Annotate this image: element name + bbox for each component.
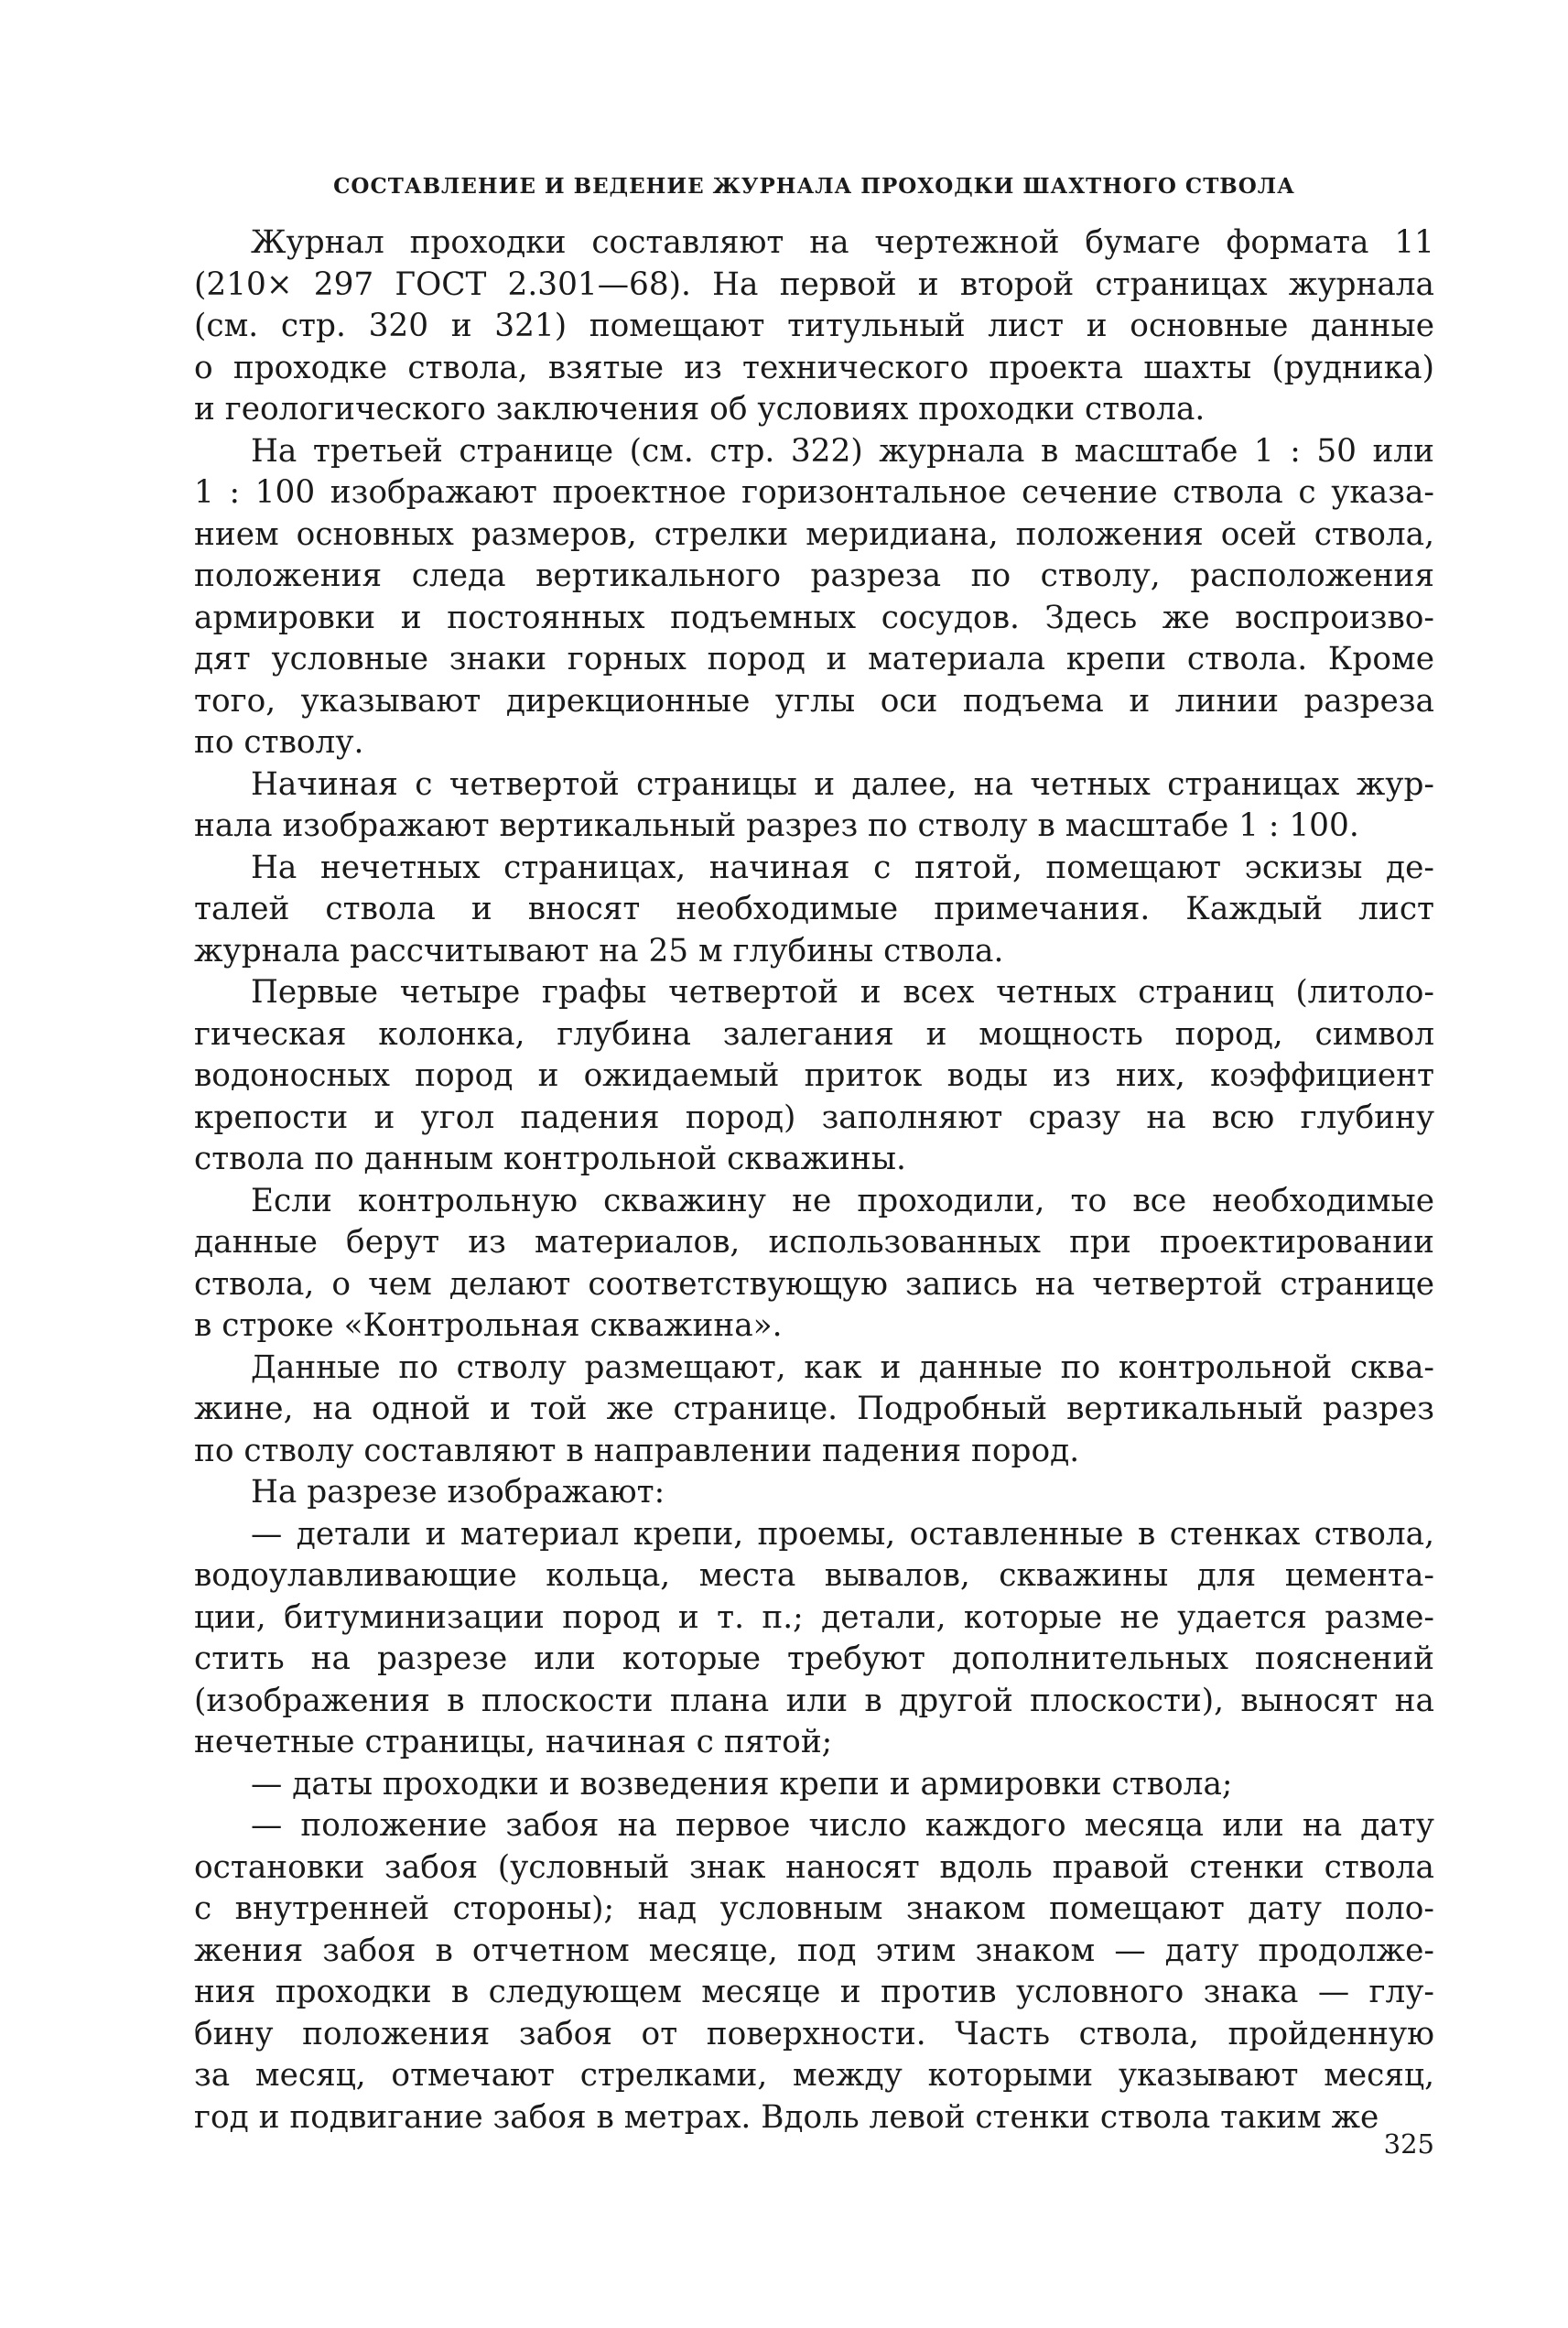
text-line: (см. стр. 320 и 321) помещают титульный лист и основные данные [194, 308, 1434, 344]
text-line: и геологического заключения об условиях проходки ствола. [194, 391, 1206, 428]
text-line: На разрезе изображают: [251, 1474, 665, 1510]
text-line: жине, на одной и той же странице. Подробный вертикальный разрез [194, 1391, 1434, 1427]
page-number: 325 [1383, 2128, 1434, 2160]
text-line: Начиная с четвертой страницы и далее, на четных страницах жур- [251, 765, 1434, 803]
text-line: армировки и постоянных подъемных сосудов. Здесь же воспроизво- [194, 599, 1434, 636]
text-line: с внутренней стороны); над условным знаком помещают дату поло- [194, 1890, 1434, 1927]
text-line: нием основных размеров, стрелки меридиана, положения осей ствола, [194, 515, 1434, 553]
body-text [194, 222, 1434, 2139]
text-line: по стволу. [194, 724, 364, 761]
text-line: за месяц, отмечают стрелками, между которыми указывают месяц, [194, 2057, 1434, 2094]
paragraph [194, 1472, 1434, 1514]
section-heading: СОСТАВЛЕНИЕ И ВЕДЕНИЕ ЖУРНАЛА ПРОХОДКИ ШАХТНОГО СТВОЛА [333, 174, 1295, 199]
text-line: стить на разрезе или которые требуют дополнительных пояснений [194, 1640, 1434, 1677]
text-line: На нечетных страницах, начиная с пятой, помещают эскизы де- [251, 849, 1434, 886]
text-line: (210× 297 ГОСТ 2.301—68). На первой и второй страницах журнала [194, 265, 1434, 303]
page-content [194, 174, 1434, 2139]
text-line: Если контрольную скважину не проходили, то все необходимые [251, 1182, 1434, 1219]
text-line: гическая колонка, глубина залегания и мощность пород, символ [194, 1015, 1434, 1053]
text-line: год и подвигание забоя в метрах. Вдоль левой стенки ствола таким же [194, 2098, 1379, 2136]
paragraph [194, 848, 1434, 973]
text-line: в строке «Контрольная скважина». [194, 1307, 783, 1344]
paragraph [194, 764, 1434, 848]
text-line: На третьей странице (см. стр. 322) журнала в масштабе 1 : 50 или [251, 432, 1434, 470]
paragraph [194, 1514, 1434, 1764]
text-line: ния проходки в следующем месяце и против условного знака — глу- [194, 1974, 1434, 2010]
text-line: Журнал проходки составляют на чертежной бумаге формата 11 [251, 224, 1434, 261]
text-line: водоносных пород и ожидаемый приток воды из них, коэффициент [194, 1057, 1434, 1094]
text-line: положения следа вертикального разреза по стволу, расположения [194, 558, 1434, 594]
text-line: крепости и угол падения пород) заполняют сразу на всю глубину [194, 1099, 1434, 1136]
text-line: бину положения забоя от поверхности. Часть ствола, пройденную [194, 2015, 1434, 2052]
text-line: данные берут из материалов, использованных при проектировании [194, 1224, 1434, 1261]
text-line: ствола по данным контрольной скважины. [194, 1141, 906, 1177]
text-line: (изображения в плоскости плана или в другой плоскости), выносят на [194, 1682, 1434, 1719]
text-line: о проходке ствола, взятые из технического проекта шахты (рудника) [194, 349, 1434, 386]
text-line: Данные по стволу размещают, как и данные по контрольной сква- [251, 1348, 1434, 1386]
text-line: — детали и материал крепи, проемы, оставленные в стенках ствола, [251, 1515, 1434, 1553]
text-line: Первые четыре графы четвертой и всех четных страниц (литоло- [251, 974, 1434, 1011]
paragraph [194, 1764, 1434, 1806]
text-line: водоулавливающие кольца, места вывалов, скважины для цемента- [194, 1557, 1434, 1594]
text-line: талей ствола и вносят необходимые примечания. Каждый лист [194, 891, 1434, 927]
paragraph [194, 222, 1434, 431]
text-line: — положение забоя на первое число каждого месяца или на дату [251, 1807, 1434, 1844]
text-line: журнала рассчитывают на 25 м глубины ствола. [194, 932, 1004, 969]
text-line: по стволу составляют в направлении падения пород. [194, 1432, 1080, 1469]
text-line: жения забоя в отчетном месяце, под этим знаком — дату продолже- [194, 1932, 1434, 1969]
text-line: ции, битуминизации пород и т. п.; детали, которые не удается разме- [194, 1598, 1434, 1636]
paragraph [194, 1805, 1434, 2139]
paragraph [194, 1348, 1434, 1473]
text-line: того, указывают дирекционные углы оси подъема и линии разреза [194, 682, 1434, 720]
paragraph [194, 1181, 1434, 1348]
text-line: 1 : 100 изображают проектное горизонтальное сечение ствола с указа- [194, 474, 1434, 511]
text-line: остановки забоя (условный знак наносят вдоль правой стенки ствола [194, 1848, 1434, 1886]
text-line: дят условные знаки горных пород и материала крепи ствола. Кроме [194, 641, 1434, 677]
text-line: нечетные страницы, начиная с пятой; [194, 1724, 833, 1760]
text-line: нала изображают вертикальный разрез по стволу в масштабе 1 : 100. [194, 807, 1359, 844]
paragraph [194, 431, 1434, 764]
text-line: ствола, о чем делают соответствующую запись на четвертой странице [194, 1265, 1434, 1303]
paragraph [194, 972, 1434, 1181]
text-line: — даты проходки и возведения крепи и армировки ствола; [251, 1765, 1233, 1803]
